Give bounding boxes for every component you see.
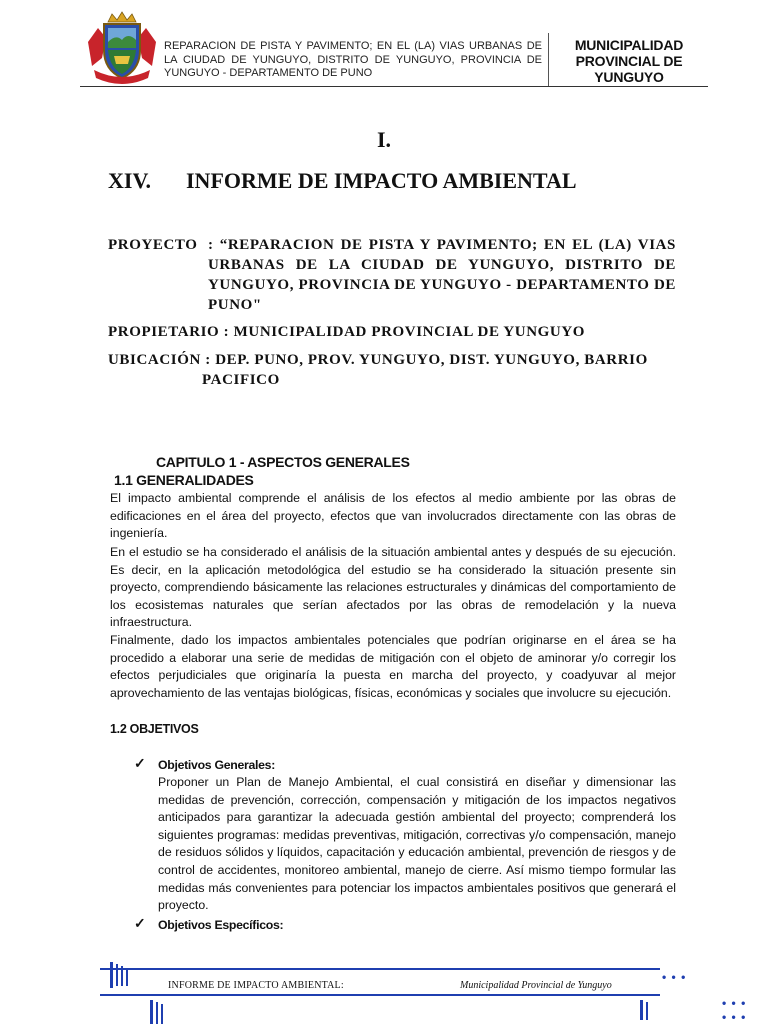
objetivos-especificos-heading: Objetivos Específicos: bbox=[158, 918, 284, 932]
proyecto-value: : “REPARACION DE PISTA Y PAVIMENTO; EN EL (LA) VIAS URBANAS DE LA CIUDAD DE YUNGUYO, DISTRITO DE YUNGUYO, PROVINCIA DE YUNGUYO - DEPARTAMENTO DE PUNO" bbox=[208, 237, 676, 313]
objetivos-generales-heading: Objetivos Generales: bbox=[158, 758, 276, 772]
section-number: XIV. bbox=[108, 168, 152, 193]
chapter-heading: CAPITULO 1 - ASPECTOS GENERALES bbox=[156, 454, 410, 470]
checkmark-icon: ✓ bbox=[134, 915, 146, 931]
section-heading-objetivos: 1.2 OBJETIVOS bbox=[110, 722, 199, 736]
header-org-line-3: YUNGUYO bbox=[594, 69, 664, 85]
header-organization bbox=[548, 33, 709, 86]
ubicacion-field: UBICACIÓN : DEP. PUNO, PROV. YUNGUYO, DIST. YUNGUYO, BARRIO bbox=[108, 352, 648, 368]
page-title bbox=[108, 168, 577, 194]
header-project-description: REPARACION DE PISTA Y PAVIMENTO; EN EL (LA) VIAS URBANAS DE LA CIUDAD DE YUNGUYO, DISTRITO DE YUNGUYO, PROVINCIA DE YUNGUYO - DEPARTAMENTO DE PUNO bbox=[164, 40, 542, 79]
footer-rule-bottom bbox=[100, 994, 660, 996]
propietario-field: PROPIETARIO : MUNICIPALIDAD PROVINCIAL DE YUNGUYO bbox=[108, 324, 586, 340]
municipal-crest-icon bbox=[84, 8, 160, 84]
checkmark-icon: ✓ bbox=[134, 755, 146, 771]
paragraph-1: El impacto ambiental comprende el análisis de los efectos al medio ambiente por las obras de edificaciones en el área del proyecto, efectos que van involucrados directamente con las obras de ingeniería. bbox=[110, 491, 676, 541]
paragraph-2: En el estudio se ha considerado el análisis de la situación ambiental antes y después de su ejecución. Es decir, en la aplicación metodológica del estudio se ha considerado la situación presente sin proyecto, comprendiendo básicamente las relaciones estructurales y dinámicas del comportamiento de los ecosistemas naturales que serían afectados por las obras de remodelación y la nueva infraestructura. bbox=[110, 545, 676, 630]
title-text: INFORME DE IMPACTO AMBIENTAL bbox=[186, 168, 577, 193]
ubicacion-field-continued: PACIFICO bbox=[202, 372, 280, 388]
page-footer: • • • • • • • • • INFORME DE IMPACTO AMBIENTAL: Municipalidad Provincial de Yunguyo bbox=[0, 960, 768, 1024]
header-divider bbox=[80, 86, 708, 87]
paragraph-3: Finalmente, dado los impactos ambientales potenciales que podrían originarse en el área se ha procedido a elaborar una serie de medidas de mitigación con el objeto de aminorar y/o corregir los efectos perjudiciales que originaría la puesta en marcha del proyecto, y coadyuvar al mejor aprovechamiento de las ventajas biológicas, físicas, económicas y sociales que involucre su ejecución. bbox=[110, 633, 676, 700]
proyecto-label: PROYECTO bbox=[108, 237, 198, 253]
footer-dots: • • • bbox=[662, 970, 687, 984]
section-heading-generalidades: 1.1 GENERALIDADES bbox=[114, 472, 254, 488]
footer-document-title: INFORME DE IMPACTO AMBIENTAL: bbox=[168, 980, 344, 991]
chapter-number: I. bbox=[376, 127, 392, 152]
header-org-line-2: PROVINCIAL DE bbox=[575, 53, 683, 69]
header-org-line-1: MUNICIPALIDAD bbox=[574, 37, 684, 53]
footer-rule-top bbox=[100, 968, 660, 970]
objetivos-generales-text: Proponer un Plan de Manejo Ambiental, el cual consistirá en diseñar y dimensionar las medidas de prevención, corrección, compensación y mitigación de los impactos negativos anticipados para garantizar la adecuada gestión ambiental del proyecto; comprenderá los siguientes programas: medidas preventivas, mitigación, correctivas y/o compensación, manejo de residuos sólidos y líquidos, capacitación y educación ambiental, prevención de riesgos y de control de accidentes, monitoreo ambiental, manejo de cierre. Así mismo tiempo formular las medidas más convenientes para potenciar los impactos ambientales positivos que generará el proyecto. bbox=[158, 775, 676, 913]
page-header bbox=[80, 6, 708, 86]
footer-organization: Municipalidad Provincial de Yunguyo bbox=[460, 980, 612, 991]
footer-ornament bbox=[110, 962, 113, 988]
